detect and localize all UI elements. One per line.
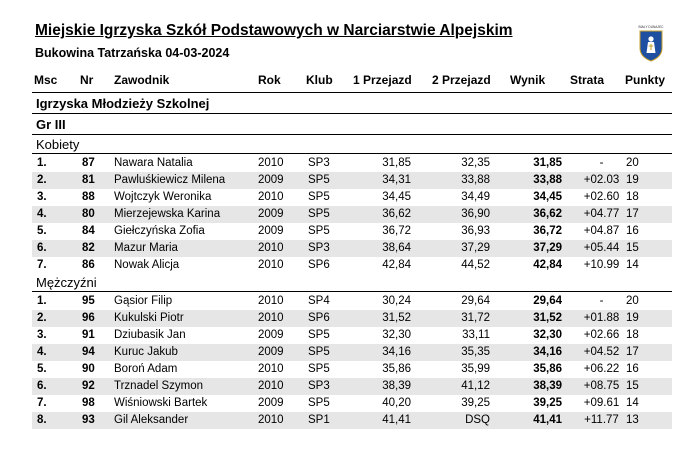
table-row xyxy=(32,378,672,395)
table-row xyxy=(32,310,672,327)
cell-place: 3. xyxy=(37,191,47,203)
results-table-header xyxy=(32,68,672,93)
table-row xyxy=(32,412,672,429)
cell-club: SP1 xyxy=(308,414,330,426)
cell-club: SP5 xyxy=(308,174,330,186)
cell-club: SP6 xyxy=(308,259,330,271)
cell-result: 41,41 xyxy=(533,414,562,426)
cell-run-2: 32,35 xyxy=(461,157,490,169)
cell-place: 7. xyxy=(37,259,47,271)
col-header-year: Rok xyxy=(258,73,281,87)
col-header-bib: Nr xyxy=(80,73,94,87)
cell-run-1: 41,41 xyxy=(382,414,411,426)
cell-bib: 82 xyxy=(82,242,95,254)
cell-run-2: 36,93 xyxy=(461,225,490,237)
cell-bib: 98 xyxy=(82,397,95,409)
table-row xyxy=(32,257,672,274)
col-header-gap: Strata xyxy=(570,73,605,87)
cell-place: 5. xyxy=(37,225,47,237)
cell-run-1: 34,31 xyxy=(382,174,411,186)
cell-run-2: 35,99 xyxy=(461,363,490,375)
cell-gap: - xyxy=(599,295,604,307)
cell-year: 2010 xyxy=(258,157,284,169)
cell-result: 35,86 xyxy=(533,363,562,375)
cell-bib: 95 xyxy=(82,295,95,307)
table-row xyxy=(32,223,672,240)
cell-run-1: 36,62 xyxy=(382,208,411,220)
cell-year: 2010 xyxy=(258,312,284,324)
cell-points: 18 xyxy=(626,329,639,341)
table-row xyxy=(32,361,672,378)
cell-run-1: 36,72 xyxy=(382,225,411,237)
col-header-result: Wynik xyxy=(510,73,546,87)
col-header-run-2: 2 Przejazd xyxy=(432,73,491,87)
cell-points: 20 xyxy=(626,157,639,169)
group-heading xyxy=(32,114,672,135)
cell-run-2: 35,35 xyxy=(461,346,490,358)
cell-place: 5. xyxy=(37,363,47,375)
cell-result: 33,88 xyxy=(533,174,562,186)
cell-club: SP5 xyxy=(308,397,330,409)
table-row xyxy=(32,155,672,172)
cell-gap: +08.75 xyxy=(583,380,620,392)
cell-place: 3. xyxy=(37,329,47,341)
cell-run-2: 33,88 xyxy=(461,174,490,186)
cell-bib: 94 xyxy=(82,346,95,358)
cell-run-2: 33,11 xyxy=(462,329,490,341)
cell-run-1: 31,85 xyxy=(382,157,411,169)
cell-competitor: Gil Aleksander xyxy=(114,414,189,426)
cell-run-2: 34,49 xyxy=(461,191,490,203)
cell-result: 37,29 xyxy=(533,242,562,254)
cell-competitor: Kuruc Jakub xyxy=(114,346,178,358)
cell-gap: +06.22 xyxy=(583,363,620,375)
gender-section-heading xyxy=(32,274,672,292)
cell-bib: 91 xyxy=(82,329,95,341)
cell-club: SP4 xyxy=(308,295,330,307)
group-label: Gr III xyxy=(36,117,66,132)
gender-section-heading xyxy=(32,136,672,154)
cell-year: 2010 xyxy=(258,259,284,271)
cell-year: 2010 xyxy=(258,295,284,307)
cell-run-2: 41,12 xyxy=(461,380,490,392)
cell-place: 8. xyxy=(37,414,47,426)
event-place-date: Bukowina Tatrzańska 04-03-2024 xyxy=(35,46,230,60)
cell-result: 31,85 xyxy=(533,157,562,169)
cell-competitor: Nowak Alicja xyxy=(114,259,180,271)
cell-club: SP3 xyxy=(308,242,330,254)
cell-gap: +01.88 xyxy=(583,312,620,324)
cell-points: 14 xyxy=(626,397,639,409)
cell-run-2: 31,72 xyxy=(461,312,490,324)
cell-year: 2010 xyxy=(258,242,284,254)
cell-gap: +04.87 xyxy=(583,225,620,237)
col-header-club: Klub xyxy=(306,73,333,87)
cell-bib: 92 xyxy=(82,380,95,392)
cell-club: SP3 xyxy=(308,380,330,392)
cell-club: SP3 xyxy=(308,157,330,169)
cell-points: 18 xyxy=(626,191,639,203)
cell-competitor: Nawara Natalia xyxy=(114,157,193,169)
col-header-run-1: 1 Przejazd xyxy=(353,73,412,87)
cell-year: 2010 xyxy=(258,414,284,426)
cell-place: 4. xyxy=(37,346,47,358)
cell-bib: 80 xyxy=(82,208,95,220)
cell-gap: +02.60 xyxy=(583,191,620,203)
cell-run-1: 40,20 xyxy=(382,397,411,409)
cell-points: 14 xyxy=(626,259,639,271)
cell-points: 13 xyxy=(626,414,639,426)
cell-place: 1. xyxy=(37,157,47,169)
cell-points: 19 xyxy=(626,312,639,324)
cell-run-2: 37,29 xyxy=(461,242,490,254)
cell-competitor: Pawluśkiewicz Milena xyxy=(114,174,226,186)
cell-run-1: 38,39 xyxy=(382,380,411,392)
cell-place: 1. xyxy=(37,295,47,307)
cell-club: SP5 xyxy=(308,191,330,203)
cell-competitor: Gąsior Filip xyxy=(114,295,173,307)
cell-points: 15 xyxy=(626,242,639,254)
cell-result: 29,64 xyxy=(533,295,562,307)
cell-points: 15 xyxy=(626,380,639,392)
table-row xyxy=(32,395,672,412)
cell-points: 16 xyxy=(626,225,639,237)
cell-year: 2009 xyxy=(258,174,284,186)
cell-run-2: 39,25 xyxy=(461,397,490,409)
cell-club: SP5 xyxy=(308,363,330,375)
col-header-points: Punkty xyxy=(625,73,666,87)
cell-place: 2. xyxy=(37,312,47,324)
cell-run-1: 35,86 xyxy=(382,363,411,375)
cell-points: 20 xyxy=(626,295,639,307)
cell-gap: +11.77 xyxy=(584,414,619,426)
cell-result: 34,45 xyxy=(533,191,562,203)
cell-result: 32,30 xyxy=(533,329,562,341)
cell-run-1: 32,30 xyxy=(382,329,411,341)
cell-club: SP5 xyxy=(308,329,330,341)
cell-points: 16 xyxy=(626,363,639,375)
cell-bib: 93 xyxy=(82,414,95,426)
cell-competitor: Kukulski Piotr xyxy=(114,312,184,324)
cell-year: 2010 xyxy=(258,191,284,203)
cell-club: SP6 xyxy=(308,312,330,324)
cell-competitor: Giełczyńska Zofia xyxy=(114,225,205,237)
cell-run-2: 44,52 xyxy=(461,259,490,271)
cell-result: 34,16 xyxy=(533,346,562,358)
category-label: Igrzyska Młodzieży Szkolnej xyxy=(36,96,210,111)
table-row xyxy=(32,206,672,223)
cell-competitor: Dziubasik Jan xyxy=(114,329,186,341)
cell-gap: +05.44 xyxy=(583,242,620,254)
cell-run-1: 30,24 xyxy=(382,295,411,307)
cell-place: 6. xyxy=(37,380,47,392)
cell-run-1: 31,52 xyxy=(382,312,411,324)
cell-year: 2009 xyxy=(258,397,284,409)
cell-gap: +10.99 xyxy=(583,259,620,271)
cell-points: 17 xyxy=(626,346,639,358)
cell-year: 2009 xyxy=(258,329,284,341)
cell-points: 17 xyxy=(626,208,639,220)
cell-bib: 86 xyxy=(82,259,95,271)
table-row xyxy=(32,293,672,310)
cell-run-1: 34,16 xyxy=(382,346,411,358)
col-header-competitor: Zawodnik xyxy=(114,73,170,87)
cell-run-2: 29,64 xyxy=(461,295,490,307)
cell-bib: 90 xyxy=(82,363,95,375)
cell-result: 36,62 xyxy=(533,208,562,220)
cell-place: 2. xyxy=(37,174,47,186)
cell-run-1: 38,64 xyxy=(382,242,411,254)
cell-year: 2009 xyxy=(258,208,284,220)
cell-place: 6. xyxy=(37,242,47,254)
cell-year: 2010 xyxy=(258,363,284,375)
cell-run-2: 36,90 xyxy=(461,208,490,220)
cell-competitor: Boroń Adam xyxy=(114,363,178,375)
coat-of-arms-logo xyxy=(637,23,665,63)
cell-club: SP5 xyxy=(308,225,330,237)
cell-competitor: Trznadel Szymon xyxy=(114,380,204,392)
cell-gap: +02.66 xyxy=(583,329,620,341)
cell-points: 19 xyxy=(626,174,639,186)
cell-result: 39,25 xyxy=(533,397,562,409)
cell-club: SP5 xyxy=(308,346,330,358)
col-header-place: Msc xyxy=(34,73,58,87)
cell-club: SP5 xyxy=(308,208,330,220)
table-row xyxy=(32,327,672,344)
cell-bib: 84 xyxy=(82,225,95,237)
gender-section-label: Kobiety xyxy=(36,137,80,152)
cell-result: 36,72 xyxy=(533,225,562,237)
cell-competitor: Mazur Maria xyxy=(114,242,178,254)
svg-text:BIAŁY DUNAJEC: BIAŁY DUNAJEC xyxy=(638,25,664,29)
cell-competitor: Mierzejewska Karina xyxy=(114,208,221,220)
cell-gap: +02.03 xyxy=(583,174,620,186)
cell-bib: 87 xyxy=(82,157,95,169)
document-title: Miejskie Igrzyska Szkół Podstawowych w Narciarstwie Alpejskim xyxy=(35,22,513,39)
category-heading xyxy=(32,93,672,114)
table-row xyxy=(32,344,672,361)
cell-gap: +04.52 xyxy=(583,346,620,358)
cell-result: 38,39 xyxy=(533,380,562,392)
cell-bib: 96 xyxy=(82,312,95,324)
table-row xyxy=(32,240,672,257)
table-row xyxy=(32,172,672,189)
cell-place: 7. xyxy=(37,397,47,409)
cell-run-1: 42,84 xyxy=(382,259,411,271)
cell-competitor: Wiśniowski Bartek xyxy=(114,397,208,409)
cell-place: 4. xyxy=(37,208,47,220)
cell-competitor: Wojtczyk Weronika xyxy=(114,191,212,203)
table-row xyxy=(32,189,672,206)
cell-run-1: 34,45 xyxy=(382,191,411,203)
cell-bib: 88 xyxy=(82,191,95,203)
cell-bib: 81 xyxy=(82,174,95,186)
cell-run-2: DSQ xyxy=(465,414,490,426)
cell-result: 31,52 xyxy=(533,312,562,324)
cell-year: 2009 xyxy=(258,346,284,358)
gender-section-label: Mężczyźni xyxy=(36,275,97,290)
cell-gap: - xyxy=(599,157,604,169)
cell-gap: +04.77 xyxy=(583,208,620,220)
cell-gap: +09.61 xyxy=(583,397,620,409)
cell-year: 2009 xyxy=(258,225,284,237)
cell-result: 42,84 xyxy=(533,259,562,271)
cell-year: 2010 xyxy=(258,380,284,392)
